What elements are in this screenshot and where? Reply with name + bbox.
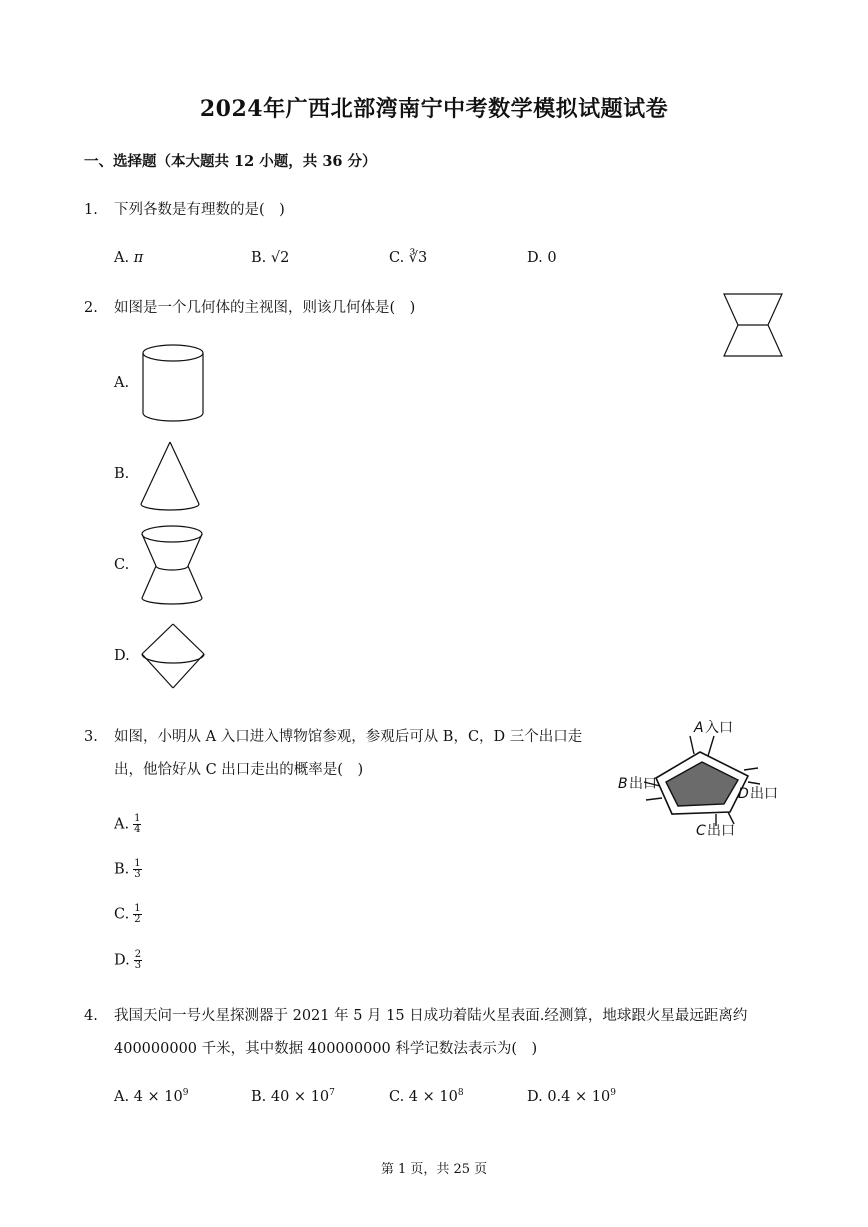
double-frustum-figure — [138, 524, 206, 608]
page-title: 2024年广西北部湾南宁中考数学模拟试题试卷 — [199, 96, 669, 122]
q2-number: 2. — [84, 300, 98, 316]
label-a-text: 入口 — [705, 720, 733, 736]
label-c-text: 出口 — [707, 823, 735, 839]
q2-text: 如图是一个几何体的主视图，则该几何体是( ) — [114, 300, 416, 316]
q3-option-d: D. $\frac{2}{3}$ — [114, 949, 142, 971]
q4-option-b: B. $40 \times 10^7$ — [251, 1088, 335, 1105]
q2-option-b-label: B. — [114, 466, 130, 482]
q1-option-d: D. 0 — [527, 250, 557, 266]
cylinder-figure — [140, 343, 206, 423]
q1-text: 下列各数是有理数的是( ) — [114, 202, 285, 218]
q1-option-a: A. π — [114, 250, 144, 266]
q1-option-b: B. √2 — [251, 250, 290, 266]
cone-figure — [138, 440, 204, 514]
q3-option-b: B. $\frac{1}{3}$ — [114, 858, 141, 880]
q3-option-c: C. $\frac{1}{2}$ — [114, 903, 141, 925]
double-cone-figure — [138, 622, 208, 690]
q4-option-a: A. $4 \times 10^9$ — [114, 1088, 189, 1105]
q4-text-line1: 我国天问一号火星探测器于 2021 年 5 月 15 日成功着陆火星表面.经测算，地球跟火星最远距离约 — [114, 1008, 748, 1024]
q2-option-a-label: A. — [114, 375, 130, 391]
q4-number: 4. — [84, 1008, 98, 1024]
q2-front-view-figure — [722, 292, 784, 358]
section-heading: 一、选择题（本大题共 12 小题，共 36 分） — [84, 153, 377, 170]
q3-option-a: A. $\frac{1}{4}$ — [114, 813, 141, 835]
q4-option-c: C. $4 \times 10^8$ — [389, 1088, 464, 1105]
label-b-letter: B — [618, 776, 628, 792]
q2-option-d-label: D. — [114, 648, 130, 664]
q4-text-line2: 400000000 千米，其中数据 400000000 科学记数法表示为( ) — [114, 1041, 538, 1057]
label-c-letter: C — [696, 823, 706, 839]
q2-option-c-label: C. — [114, 557, 130, 573]
q3-text-line1: 如图，小明从 A 入口进入博物馆参观，参观后可从 B，C，D 三个出口走 — [114, 729, 583, 745]
label-d-text: 出口 — [750, 786, 778, 802]
label-b-text: 出口 — [629, 776, 657, 792]
label-a-letter: A — [694, 720, 704, 736]
q3-text-line2: 出，他恰好从 C 出口走出的概率是( ) — [114, 762, 364, 778]
museum-map-figure — [616, 716, 792, 840]
q3-number: 3. — [84, 729, 98, 745]
q1-option-c: C. ∛3 — [389, 250, 428, 266]
page-footer: 第 1 页，共 25 页 — [380, 1162, 488, 1177]
q1-number: 1. — [84, 202, 98, 218]
q4-option-d: D. $0.4 \times 10^9$ — [527, 1088, 616, 1105]
label-d-letter: D — [738, 786, 749, 802]
